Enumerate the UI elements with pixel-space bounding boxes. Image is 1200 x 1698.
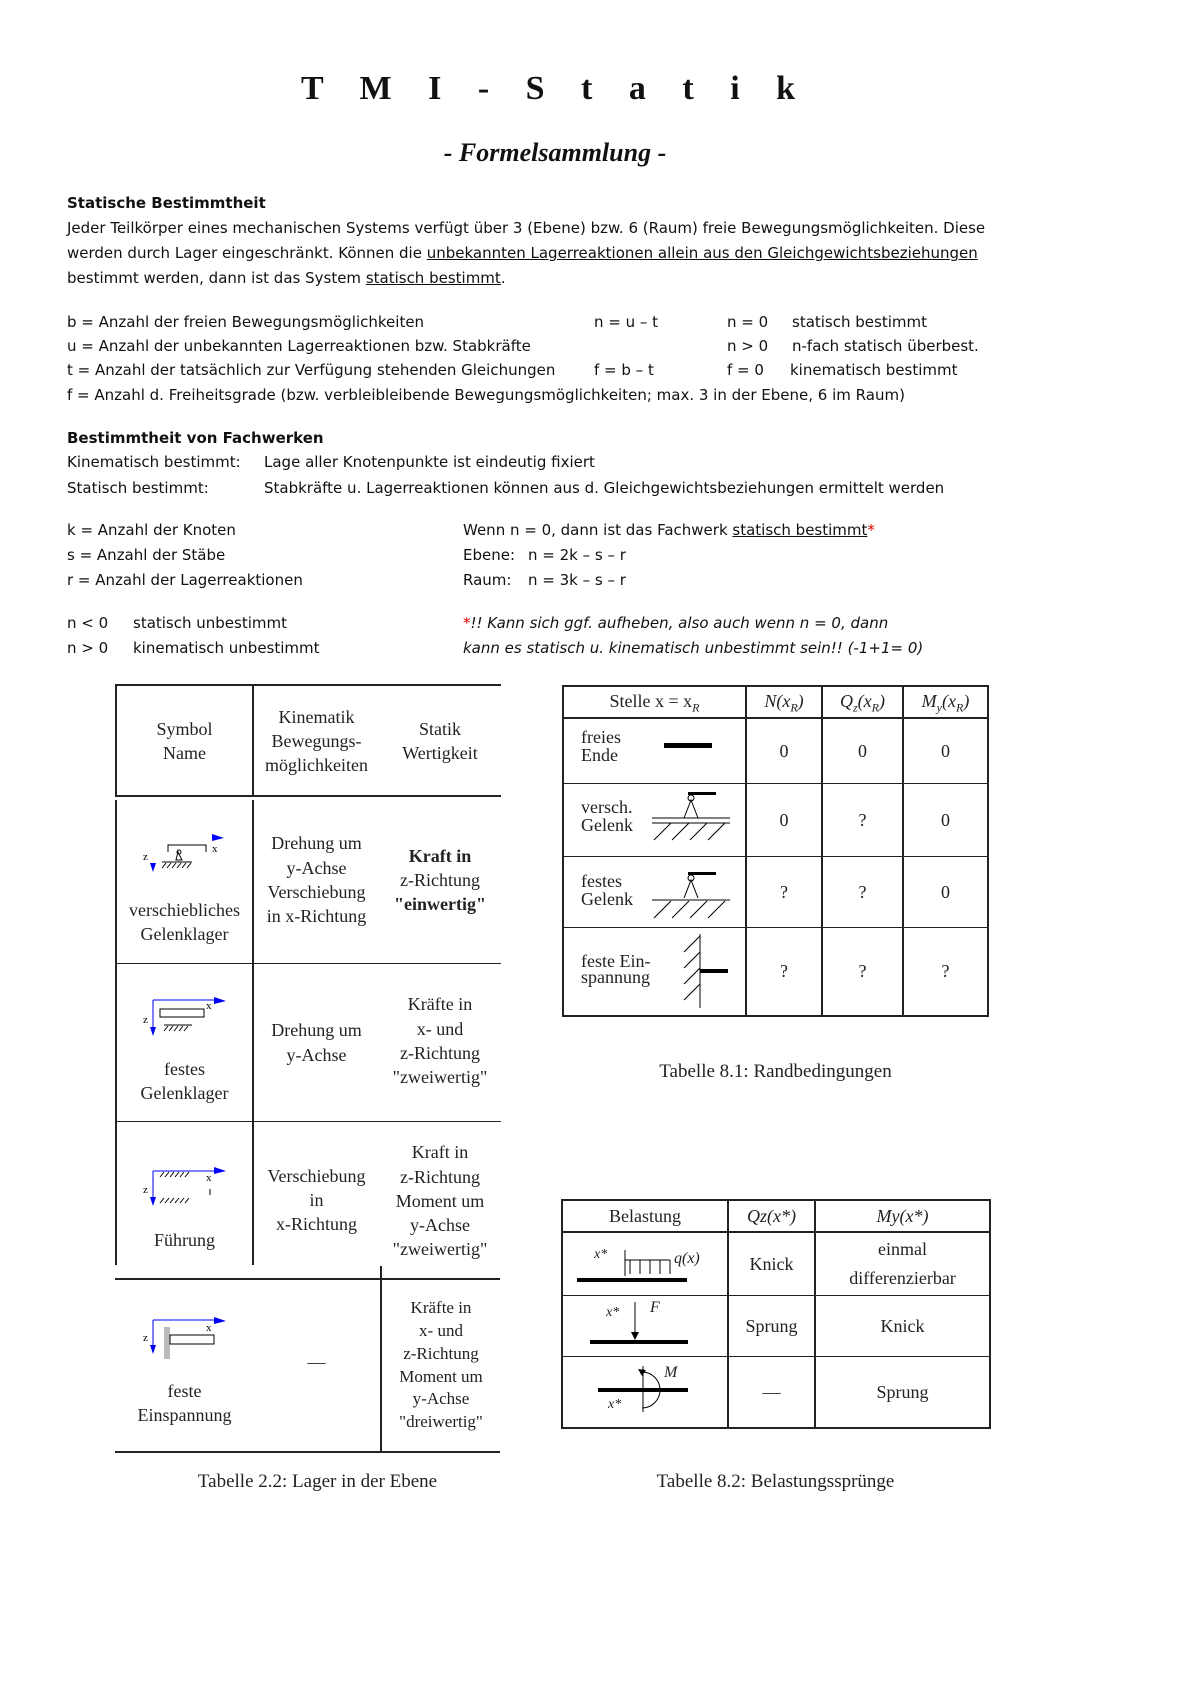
label-x-star: x*	[608, 1397, 622, 1412]
note: kann es statisch u. kinematisch unbestimmt sein!! (-1+1= 0)	[463, 639, 924, 657]
value-cell: 0	[779, 740, 789, 761]
svg-text:z: z	[143, 1332, 148, 1344]
statik-cell: Kraft in z-Richtung Moment um y-Achse "zweiwertig"	[392, 1142, 488, 1260]
header-shear-force: Qz(x*)	[747, 1205, 796, 1226]
moment-jump-cell: Sprung	[876, 1381, 929, 1402]
fixed-hinge-icon	[652, 870, 732, 925]
svg-text:x: x	[206, 1322, 212, 1334]
support-name: festes Gelenklager	[140, 1058, 229, 1103]
boundary-name: freies Ende	[581, 727, 621, 765]
support-name: verschiebliches Gelenklager	[129, 899, 240, 944]
header-symbol-name: Symbol Name	[156, 718, 213, 763]
support-name: Führung	[153, 1229, 215, 1250]
support-name: feste Einspannung	[137, 1380, 232, 1425]
fixed-clamp-icon	[680, 932, 730, 1010]
shear-jump-cell: Sprung	[745, 1315, 798, 1336]
moment-jump-cell: Knick	[880, 1315, 925, 1336]
fixed-clamp-support-icon	[140, 1315, 230, 1365]
case-result: kinematisch unbestimmt	[133, 639, 320, 657]
value-cell: ?	[780, 961, 788, 982]
case-result: statisch unbestimmt	[133, 614, 288, 632]
page-title: T M I - S t a t i k	[300, 70, 810, 107]
header-kinematik: Kinematik Bewegungs- möglichkeiten	[265, 706, 368, 776]
term: Kinematisch bestimmt:	[67, 453, 241, 471]
guide-support-icon	[140, 1163, 230, 1213]
header-shear-force: $Q_z(x_R)$	[840, 690, 885, 715]
svg-text:z: z	[143, 1014, 148, 1026]
label-load: q(x)	[674, 1250, 700, 1267]
boundary-name: feste Ein- spannung	[581, 951, 651, 987]
paragraph-line: bestimmt werden, dann ist das System statisch bestimmt.	[67, 269, 506, 287]
point-force-icon	[590, 1298, 700, 1348]
value-cell: 0	[941, 809, 950, 830]
value-cell: 0	[941, 881, 950, 902]
definition: s = Anzahl der Stäbe	[67, 546, 226, 564]
svg-text:z: z	[143, 1184, 148, 1196]
page-subtitle: - Formelsammlung -	[443, 138, 667, 167]
definition: f = Anzahl d. Freiheitsgrade (bzw. verbleibleibende Bewegungsmöglichkeiten; max. 3 in der Ebene, 6 im Raum)	[67, 386, 905, 404]
definition: r = Anzahl der Lagerreaktionen	[67, 571, 303, 589]
value-cell: ?	[858, 961, 867, 982]
free-end-icon	[664, 743, 712, 748]
label-force: F	[650, 1299, 660, 1316]
value-cell: ?	[858, 881, 867, 902]
definition: b = Anzahl der freien Bewegungsmöglichkeiten	[67, 313, 425, 331]
shear-jump-cell: —	[762, 1381, 781, 1402]
value-cell: ?	[941, 961, 950, 982]
header-statik: Statik Wertigkeit	[402, 718, 478, 763]
header-moment: $M_y(x_R)$	[921, 690, 970, 715]
definition: t = Anzahl der tatsächlich zur Verfügung stehenden Gleichungen	[67, 361, 556, 379]
section-heading: Statische Bestimmtheit	[67, 194, 266, 212]
svg-text:x: x	[212, 843, 218, 855]
distributed-load-icon	[575, 1240, 715, 1290]
definition: u = Anzahl der unbekannten Lagerreaktionen bzw. Stabkräfte	[67, 337, 531, 355]
table-caption: Tabelle 8.1: Randbedingungen	[659, 1061, 892, 1082]
fixed-hinge-support-icon	[140, 995, 230, 1045]
svg-text:x: x	[206, 1000, 212, 1012]
svg-text:x: x	[206, 1172, 212, 1184]
term-definition: Lage aller Knotenpunkte ist eindeutig fixiert	[264, 453, 595, 471]
statik-cell: Kraft in z-Richtung "einwertig"	[394, 845, 486, 915]
section-heading: Bestimmtheit von Fachwerken	[67, 429, 324, 447]
label-moment: M	[664, 1364, 678, 1381]
case-result: kinematisch bestimmt	[790, 361, 958, 379]
label: Raum:	[463, 571, 512, 589]
case-condition: n > 0	[67, 639, 109, 657]
case-result: statisch bestimmt	[792, 313, 927, 331]
case-condition: n < 0	[67, 614, 109, 632]
term: Statisch bestimmt:	[67, 479, 209, 497]
boundary-name: festes Gelenk	[581, 871, 633, 909]
label-x-star: x*	[594, 1247, 608, 1262]
header-normal-force: $N(x_R)$	[764, 690, 804, 715]
statik-cell: Kräfte in x- und z-Richtung Moment um y-Achse "dreiwertig"	[399, 1297, 483, 1432]
value-cell: 0	[858, 740, 867, 761]
header-moment: My(x*)	[876, 1205, 929, 1226]
header-belastung: Belastung	[609, 1205, 681, 1226]
definition: k = Anzahl der Knoten	[67, 521, 236, 539]
boundary-name: versch. Gelenk	[581, 797, 633, 835]
kinematik-cell: Drehung um y-Achse	[271, 1020, 362, 1065]
case-result: n-fach statisch überbest.	[792, 337, 979, 355]
term-definition: Stabkräfte u. Lagerreaktionen können aus d. Gleichgewichtsbeziehungen ermittelt werden	[264, 479, 945, 497]
value-cell: ?	[858, 809, 867, 830]
case-condition: f = 0	[727, 361, 764, 379]
formula: n = 2k – s – r	[528, 546, 626, 564]
shear-jump-cell: Knick	[749, 1253, 794, 1274]
paragraph-line: werden durch Lager eingeschränkt. Können die unbekannten Lagerreaktionen allein aus den Gleichgewichtsbeziehungen	[67, 244, 978, 262]
table-caption: Tabelle 2.2: Lager in der Ebene	[197, 1471, 438, 1492]
sliding-hinge-support-icon	[140, 830, 230, 880]
value-cell: 0	[779, 809, 789, 830]
label: Ebene:	[463, 546, 516, 564]
formula: n = u – t	[594, 313, 659, 331]
moment-jump-cell: einmal differenzierbar	[849, 1239, 956, 1288]
kinematik-cell: Drehung um y-Achse Verschiebung in x-Richtung	[266, 833, 367, 927]
kinematik-cell: Verschiebung in x-Richtung	[267, 1165, 366, 1235]
note: *!! Kann sich ggf. aufheben, also auch wenn n = 0, dann	[463, 614, 889, 632]
case-condition: n > 0	[727, 337, 769, 355]
kinematik-cell: —	[307, 1351, 326, 1372]
statik-cell: Kräfte in x- und z-Richtung "zweiwertig"	[392, 994, 488, 1088]
svg-text:z: z	[143, 851, 148, 863]
sliding-hinge-icon	[652, 790, 732, 850]
value-cell: ?	[780, 881, 788, 902]
formula: f = b – t	[594, 361, 654, 379]
formula: n = 3k – s – r	[528, 571, 626, 589]
label-x-star: x*	[606, 1305, 620, 1320]
paragraph-line: Jeder Teilkörper eines mechanischen Systems verfügt über 3 (Ebene) bzw. 6 (Raum) freie Bewegungsmöglichkeiten. Diese	[67, 219, 986, 237]
case-condition: n = 0	[727, 313, 769, 331]
condition-text: Wenn n = 0, dann ist das Fachwerk statisch bestimmt*	[463, 521, 875, 539]
table-caption: Tabelle 8.2: Belastungssprünge	[656, 1471, 895, 1492]
header-stelle: Stelle $x = x_R$	[609, 690, 700, 715]
value-cell: 0	[941, 740, 950, 761]
point-moment-icon	[598, 1362, 698, 1420]
